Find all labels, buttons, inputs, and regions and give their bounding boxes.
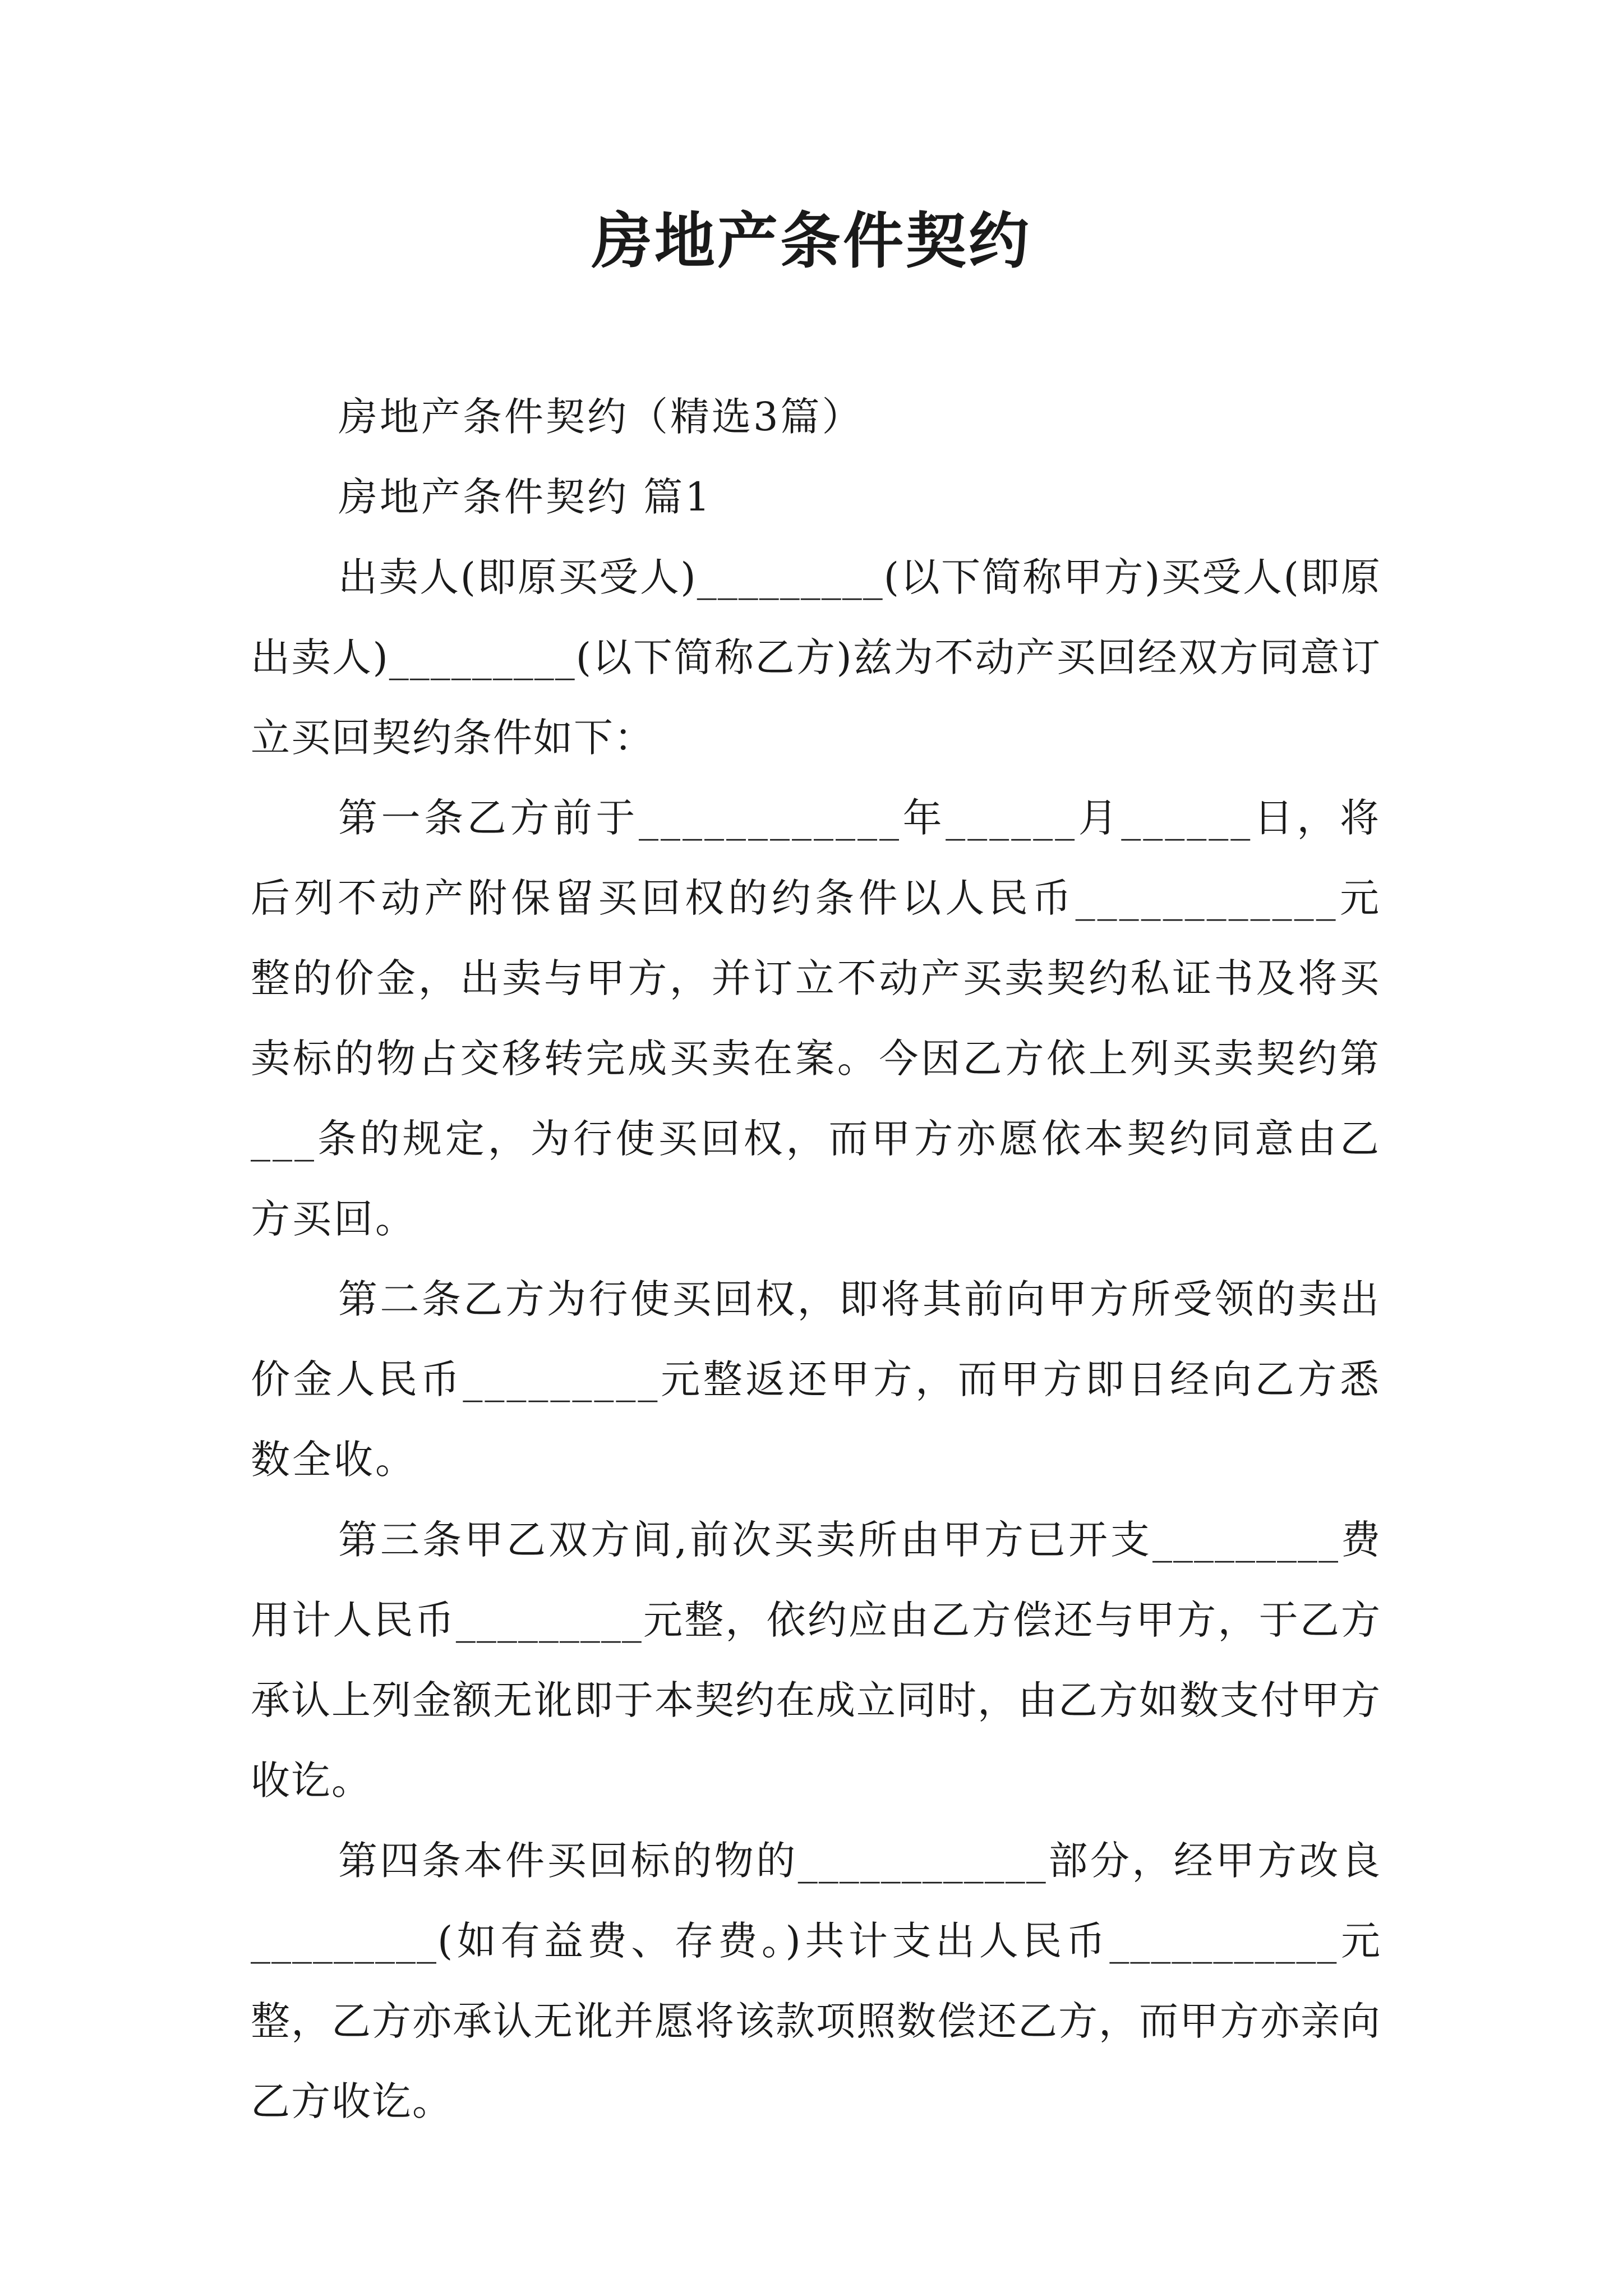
document-title: 房地产条件契约 <box>591 206 1031 277</box>
paragraph-parties: 出卖人(即原买受人)_________(以下简称甲方)买受人(即原出卖人)_________(以下简称乙方)兹为不动产买回经双方同意订立买回契约条件如下： <box>251 554 1381 761</box>
paragraph-article-1: 第一条乙方前于____________年______月______日，将后列不动产附保留买回权的约条件以人民币____________元整的价金，出卖与甲方，并订立不动产买卖契约私证书及将买卖标的物占交移转完成买卖在案。今因乙方依上列买卖契约第___条的规定，为行使买回权，而甲方亦愿依本契约同意由乙方买回。 <box>251 795 1381 1242</box>
paragraph-section-heading: 房地产条件契约 篇1 <box>338 474 712 520</box>
paragraph-subtitle: 房地产条件契约（精选3篇） <box>338 394 864 440</box>
paragraph-article-4: 第四条本件买回标的物的____________部分，经甲方改良_________(如有益费、存费。)共计支出人民币___________元整，乙方亦承认无讹并愿将该款项照数偿还乙方，而甲方亦亲向乙方收讫。 <box>251 1838 1381 2124</box>
paragraph-article-3: 第三条甲乙双方间,前次买卖所由甲方已开支_________费用计人民币_________元整，依约应由乙方偿还与甲方，于乙方承认上列金额无讹即于本契约在成立同时，由乙方如数支付甲方收讫。 <box>251 1517 1381 1803</box>
document-body <box>251 377 1381 2142</box>
paragraph-article-2: 第二条乙方为行使买回权，即将其前向甲方所受领的卖出价金人民币_________元整返还甲方，而甲方即日经向乙方悉数全收。 <box>251 1276 1381 1483</box>
